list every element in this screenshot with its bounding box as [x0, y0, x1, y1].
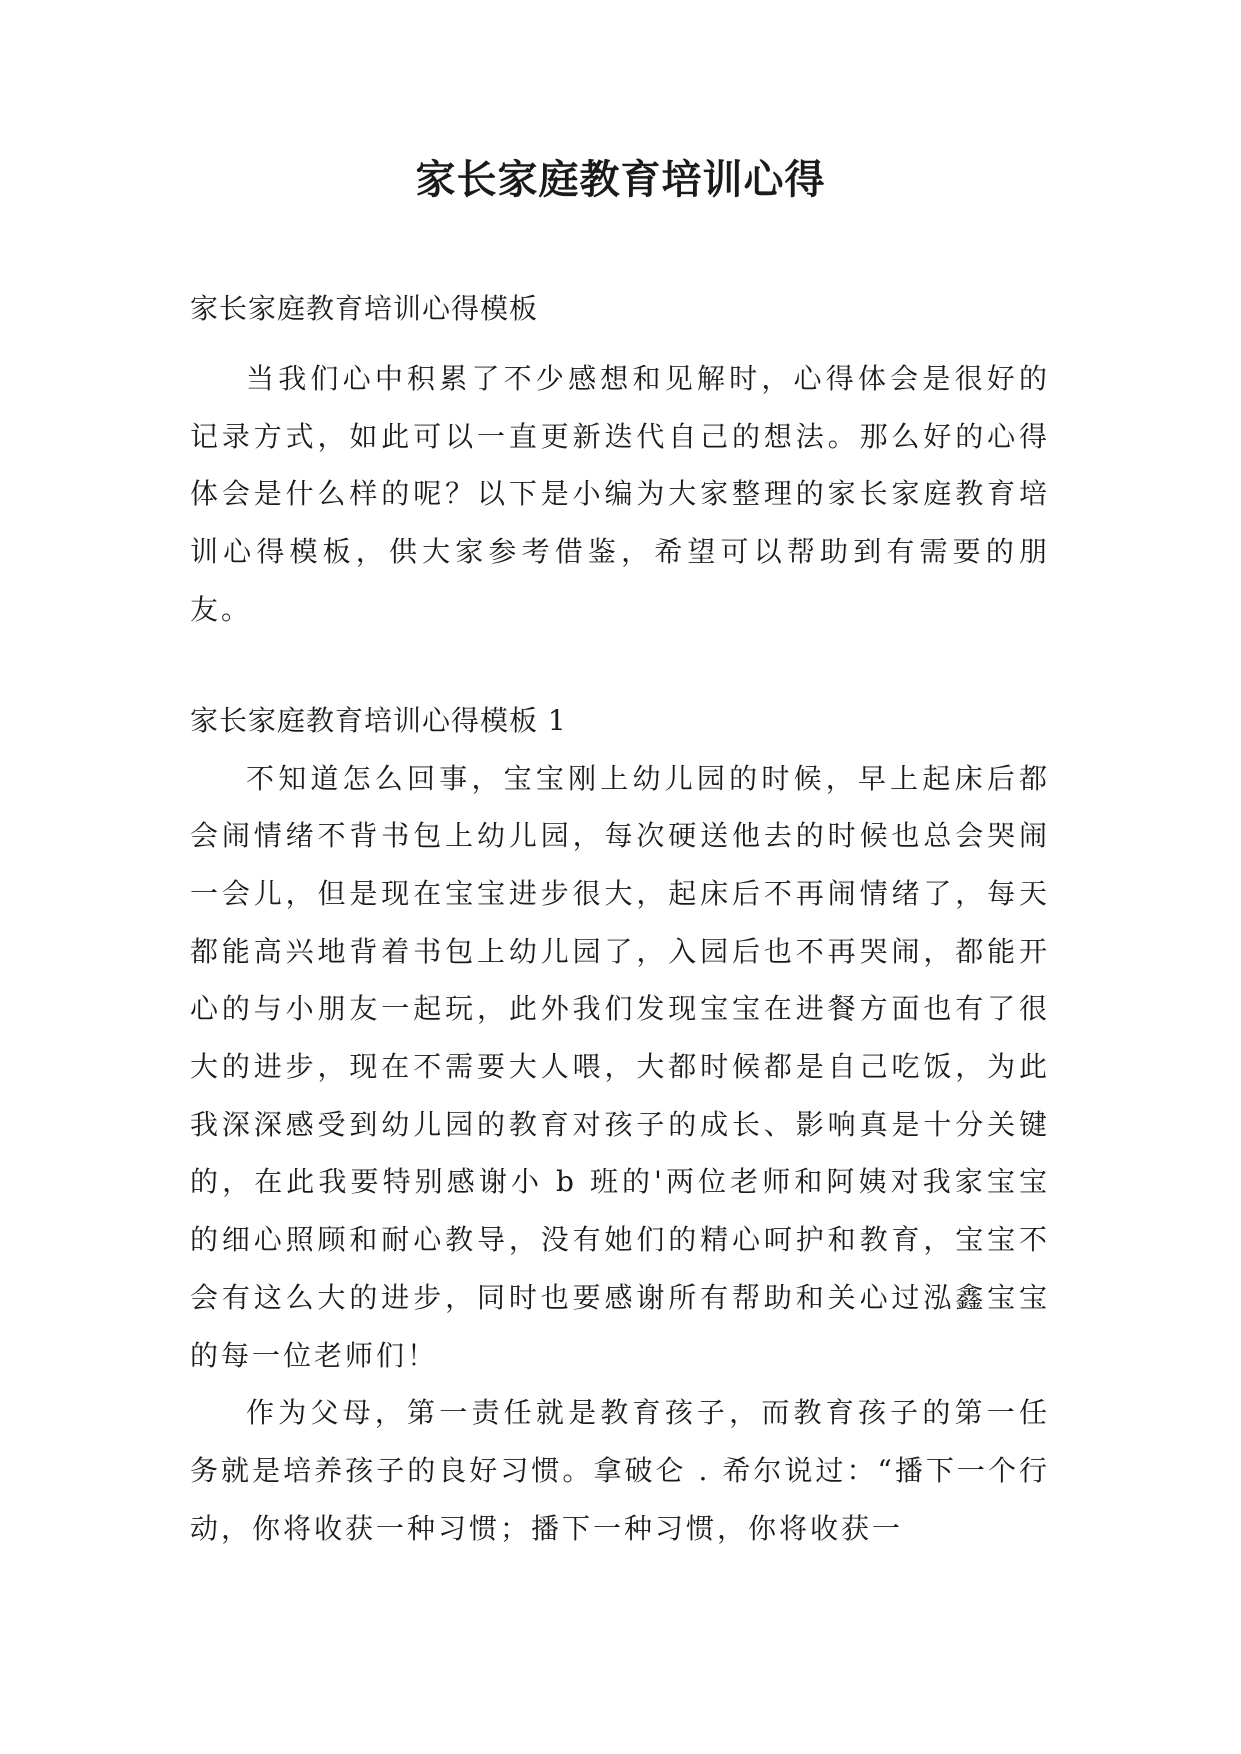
body-paragraph: 不知道怎么回事，宝宝刚上幼儿园的时候，早上起床后都会闹情绪不背书包上幼儿园，每次硬送他去的时候也总会哭闹一会儿，但是现在宝宝进步很大，起床后不再闹情绪了，每天都能高兴地背着书包上幼儿园了，入园后也不再哭闹，都能开心的与小朋友一起玩，此外我们发现宝宝在进餐方面也有了很大的进步，现在不需要大人喂，大都时候都是自己吃饭，为此我深深感受到幼儿园的教育对孩子的成长、影响真是十分关键的，在此我要特别感谢小 b 班的'两位老师和阿姨对我家宝宝的细心照顾和耐心教导，没有她们的精心呵护和教育，宝宝不会有这么大的进步，同时也要感谢所有帮助和关心过泓鑫宝宝的每一位老师们！	[190, 761, 1050, 1372]
section-heading: 家长家庭教育培训心得模板 1	[190, 703, 567, 737]
section-heading: 家长家庭教育培训心得模板	[190, 292, 539, 325]
document-body	[190, 290, 1050, 1557]
intro-paragraph: 当我们心中积累了不少感想和见解时，心得体会是很好的记录方式，如此可以一直更新迭代自己的想法。那么好的心得体会是什么样的呢？以下是小编为大家整理的家长家庭教育培训心得模板，供大家参考借鉴，希望可以帮助到有需要的朋友。	[190, 362, 1050, 626]
document-title: 家长家庭教育培训心得	[415, 157, 826, 203]
body-paragraph: 作为父母，第一责任就是教育孩子，而教育孩子的第一任务就是培养孩子的良好习惯。拿破仑 . 希尔说过：“播下一个行动，你将收获一种习惯；播下一种习惯，你将收获一	[190, 1396, 1050, 1545]
